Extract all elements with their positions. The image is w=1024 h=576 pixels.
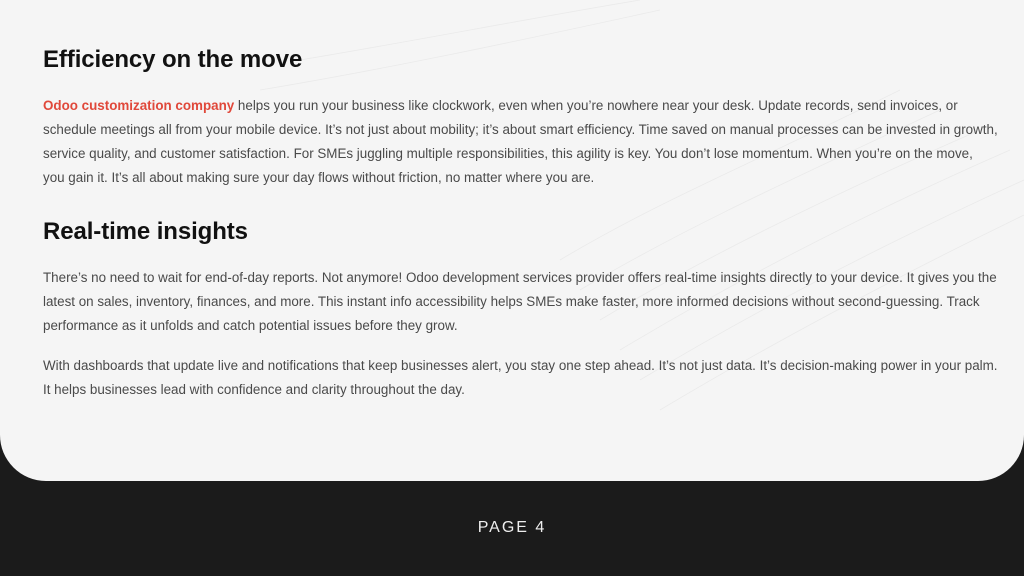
section-paragraph: There’s no need to wait for end-of-day reports. Not anymore! Odoo development services provider offers real-time insights directly to your device. It gives you the latest on sales, inventory, finances, and more. This instant info accessibility helps SMEs make faster, more informed decisions without second-guessing. Track performance as it unfolds and catch potential issues before they grow. [43,270,997,333]
section-paragraph: With dashboards that update live and notifications that keep businesses alert, you stay one step ahead. It’s not just data. It’s decision-making power in your palm. It helps businesses lead with confidence and clarity throughout the day. [43,358,998,397]
article-content [43,40,998,402]
section-heading: Real-time insights [43,218,248,245]
odoo-customization-link[interactable]: Odoo customization company [43,98,235,113]
paragraph-text: helps you run your business like clockwork, even when you’re nowhere near your desk. Update records, send invoices, or schedule meetings all from your mobile device. It’s not just about mobility; it’s about smart efficiency. Time saved on manual processes can be invested in growth, service quality, and customer satisfaction. For SMEs juggling multiple responsibilities, this agility is key. You don’t lose momentum. When you’re on the move, you gain it. It’s all about making sure your day flows without friction, no matter where you are. [43,98,998,185]
section-real-time-insights [43,212,998,402]
page-number: PAGE 4 [477,519,547,536]
section-paragraph [43,94,998,190]
section-heading: Efficiency on the move [43,46,303,73]
section-efficiency [43,40,998,190]
